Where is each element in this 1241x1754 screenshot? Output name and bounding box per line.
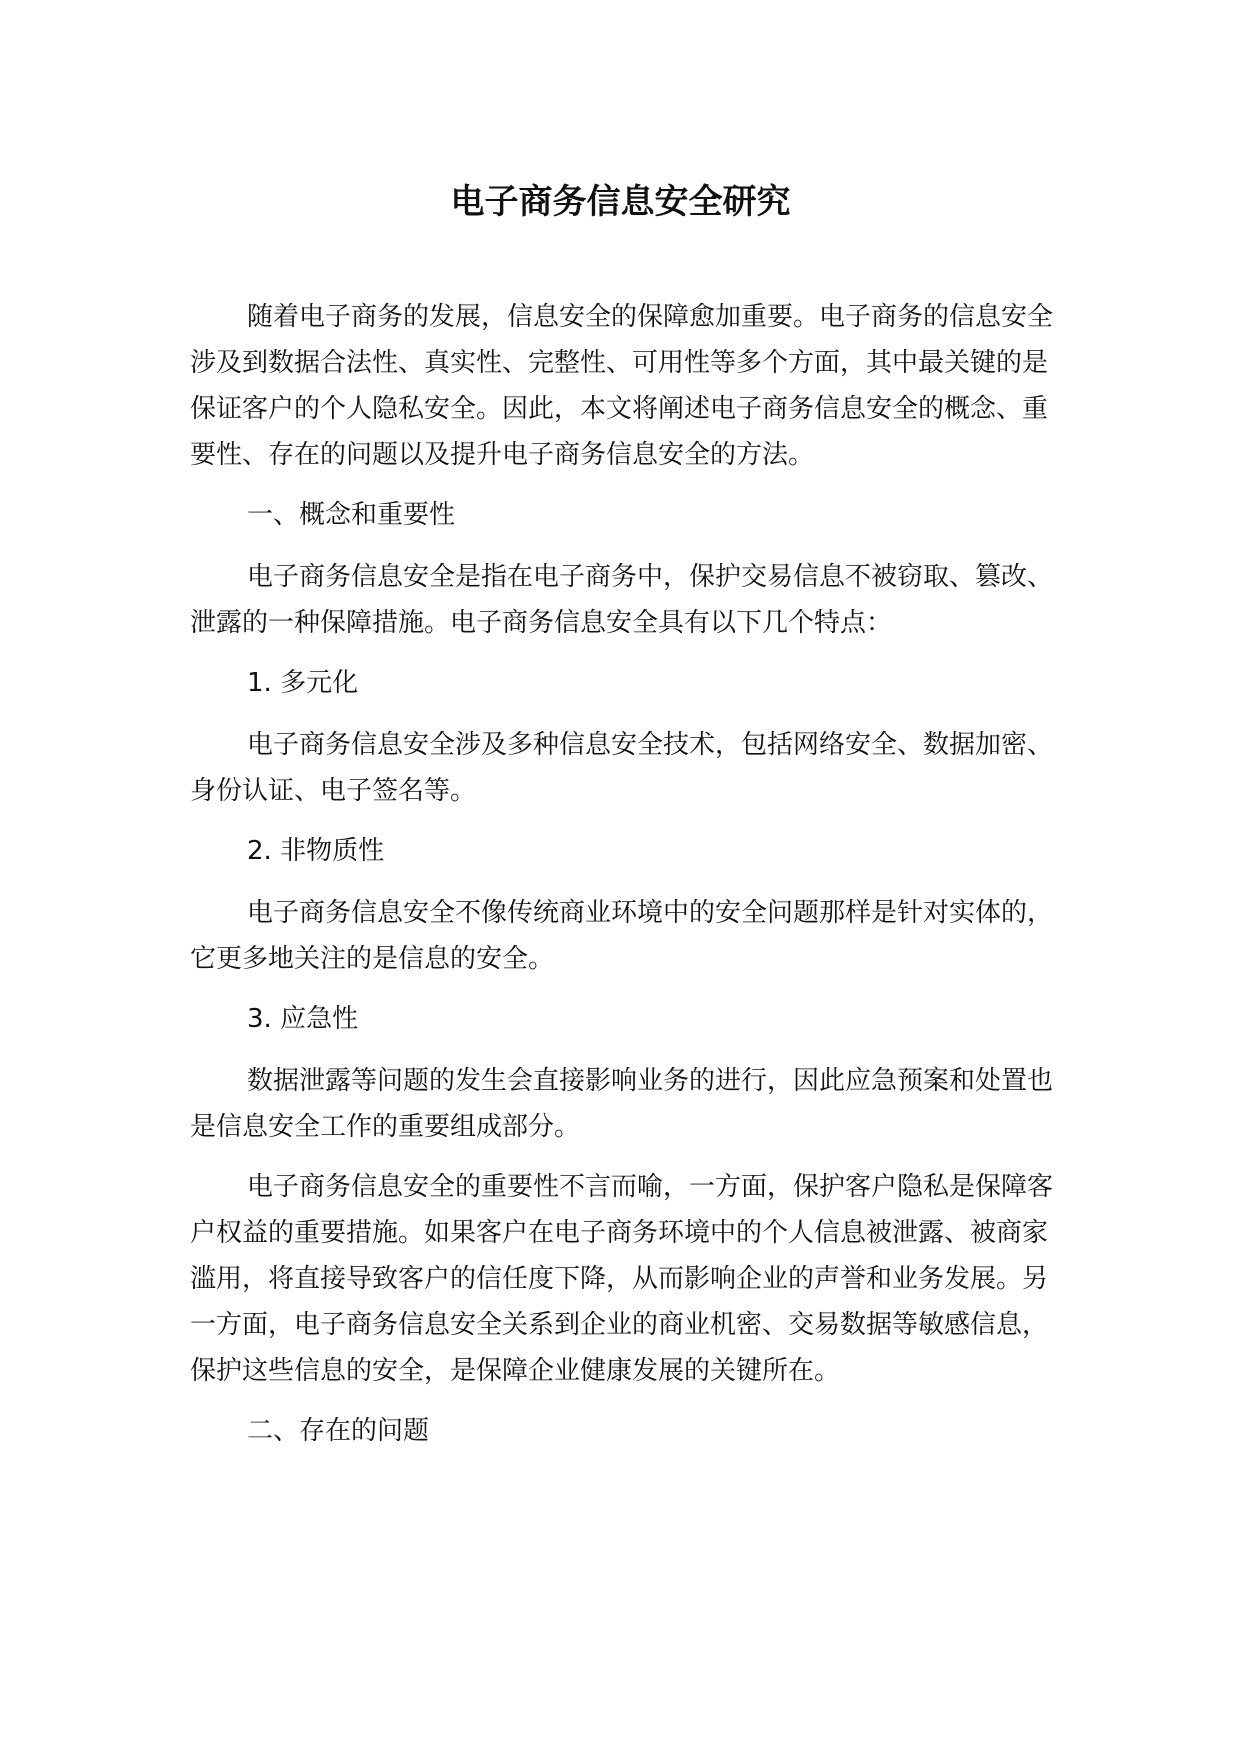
definition-paragraph: 电子商务信息安全是指在电子商务中，保护交易信息不被窃取、篡改、泄露的一种保障措施。电子商务信息安全具有以下几个特点： — [190, 562, 1054, 638]
feature-paragraph-1: 电子商务信息安全涉及多种信息安全技术，包括网络安全、数据加密、身份认证、电子签名等。 — [190, 730, 1054, 806]
feature-heading-3: 3. 应急性 — [247, 1004, 359, 1034]
feature-heading-1: 1. 多元化 — [247, 668, 359, 698]
section-heading-concept: 一、概念和重要性 — [247, 500, 456, 530]
importance-paragraph: 电子商务信息安全的重要性不言而喻，一方面，保护客户隐私是保障客户权益的重要措施。如果客户在电子商务环境中的个人信息被泄露、被商家滥用，将直接导致客户的信任度下降，从而影响企业的声誉和业务发展。另一方面，电子商务信息安全关系到企业的商业机密、交易数据等敏感信息，保护这些信息的安全，是保障企业健康发展的关键所在。 — [190, 1172, 1054, 1386]
section-heading-problems: 二、存在的问题 — [247, 1416, 430, 1446]
feature-paragraph-2: 电子商务信息安全不像传统商业环境中的安全问题那样是针对实体的，它更多地关注的是信息的安全。 — [190, 898, 1054, 974]
intro-paragraph: 随着电子商务的发展，信息安全的保障愈加重要。电子商务的信息安全涉及到数据合法性、真实性、完整性、可用性等多个方面，其中最关键的是保证客户的个人隐私安全。因此，本文将阐述电子商务信息安全的概念、重要性、存在的问题以及提升电子商务信息安全的方法。 — [190, 302, 1054, 470]
feature-heading-2: 2. 非物质性 — [247, 836, 385, 866]
document-body — [190, 294, 1070, 1470]
document-title: 电子商务信息安全研究 — [450, 182, 791, 222]
feature-paragraph-3: 数据泄露等问题的发生会直接影响业务的进行，因此应急预案和处置也是信息安全工作的重要组成部分。 — [190, 1066, 1054, 1142]
